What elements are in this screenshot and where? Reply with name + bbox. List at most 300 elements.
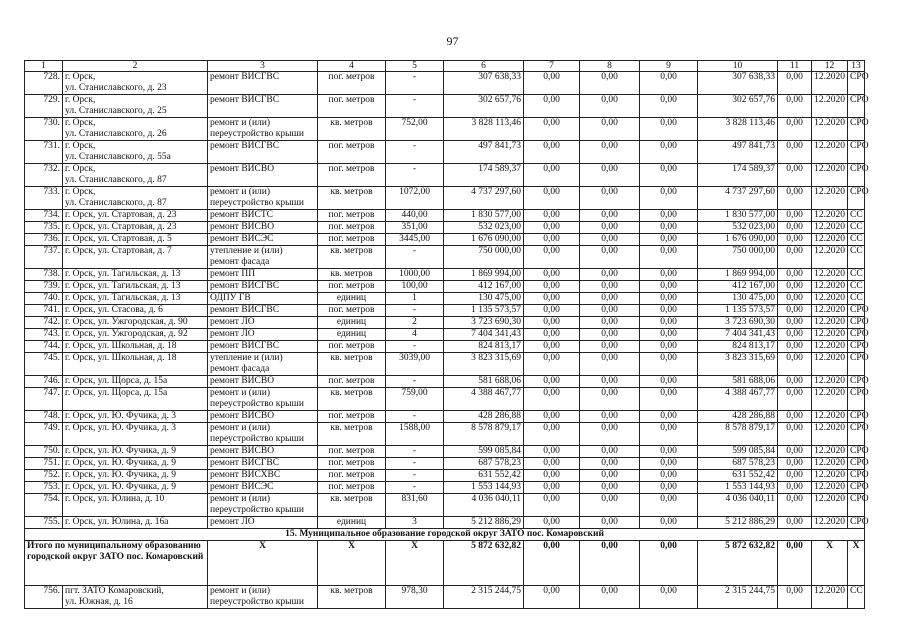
cost-total-cell: 2 315 244,75 [444,586,524,609]
quantity-cell: - [386,95,444,118]
quantity-cell: 1000,00 [386,269,444,281]
table-row [25,141,865,164]
method-cell: СРО [848,494,865,517]
table-row [25,293,865,305]
cost-owners-cell: 7 404 341,43 [698,329,778,341]
row-number: 737. [25,246,63,269]
row-number: 738. [25,269,63,281]
cost-budget-cell: 0,00 [580,210,640,222]
cost-budget-cell: 0,00 [580,458,640,470]
row-number: 744. [25,341,63,353]
address-cell: г. Орск, ул. Стартовая, д. 23 [63,210,208,222]
work-type-cell: ремонт ВИСЭС [208,234,318,246]
deadline-cell: 12.2020 [812,72,848,95]
cost-budget-cell: 0,00 [580,164,640,187]
method-cell: СРО [848,72,865,95]
work-type-cell: ремонт ВИСГВС [208,141,318,164]
cost-local-cell: 0,00 [640,269,698,281]
cost-local-cell: 0,00 [640,411,698,423]
cost-fund-cell: 0,00 [524,210,580,222]
method-cell: СРО [848,141,865,164]
address-cell: г. Орск, ул. Ю. Фучика, д. 9 [63,458,208,470]
cost-local-cell: 0,00 [640,470,698,482]
table-row [25,329,865,341]
cost-budget-cell: 0,00 [580,423,640,446]
cost-other-cell: 0,00 [778,586,812,609]
deadline-cell: 12.2020 [812,269,848,281]
work-type-cell: ремонт ВИСГВС [208,305,318,317]
work-type-cell: ремонт ВИСГВС [208,341,318,353]
cost-owners-cell: 1 830 577,00 [698,210,778,222]
cost-other-cell: 0,00 [778,376,812,388]
table-row [25,187,865,210]
cost-local-cell: 0,00 [640,222,698,234]
cost-total-cell: 824 813,17 [444,341,524,353]
column-header-5: 5 [386,61,444,72]
work-type-cell: ремонт ВИСТС [208,210,318,222]
quantity-cell: 351,00 [386,222,444,234]
method-cell: СРО [848,95,865,118]
cost-budget-cell: 0,00 [580,281,640,293]
cost-budget-cell: 0,00 [580,470,640,482]
cost-budget-cell: 0,00 [580,222,640,234]
work-type-cell: ремонт ВИСГВС [208,95,318,118]
unit-cell: кв. метров [318,118,386,141]
table-row [25,423,865,446]
total-c8: 0,00 [580,541,640,586]
cost-fund-cell: 0,00 [524,141,580,164]
cost-total-cell: 1 135 573,57 [444,305,524,317]
work-type-cell: ремонт ЛО [208,317,318,329]
cost-total-cell: 3 723 690,30 [444,317,524,329]
row-number: 736. [25,234,63,246]
deadline-cell: 12.2020 [812,517,848,529]
unit-cell: пог. метров [318,446,386,458]
work-type-cell: ремонт и (или) переустройство крыши [208,388,318,411]
work-type-cell: ОДПУ ГВ [208,293,318,305]
method-cell: СРО [848,446,865,458]
cost-owners-cell: 3 828 113,46 [698,118,778,141]
unit-cell: пог. метров [318,411,386,423]
table-row [25,482,865,494]
cost-owners-cell: 302 657,76 [698,95,778,118]
cost-fund-cell: 0,00 [524,470,580,482]
cost-local-cell: 0,00 [640,281,698,293]
cost-total-cell: 428 286,88 [444,411,524,423]
cost-local-cell: 0,00 [640,423,698,446]
deadline-cell: 12.2020 [812,586,848,609]
quantity-cell: - [386,164,444,187]
cost-fund-cell: 0,00 [524,423,580,446]
table-row [25,411,865,423]
cost-total-cell: 1 676 090,00 [444,234,524,246]
cost-budget-cell: 0,00 [580,141,640,164]
cost-budget-cell: 0,00 [580,411,640,423]
column-header-3: 3 [208,61,318,72]
quantity-cell: - [386,341,444,353]
quantity-cell: 759,00 [386,388,444,411]
address-cell: г. Орск, ул. Станиславского, д. 25 [63,95,208,118]
unit-cell: единиц [318,517,386,529]
table-row [25,388,865,411]
method-cell: СРО [848,353,865,376]
total-c9: 0,00 [640,541,698,586]
address-cell: г. Орск, ул. Тагильская, д. 13 [63,281,208,293]
cost-other-cell: 0,00 [778,353,812,376]
deadline-cell: 12.2020 [812,388,848,411]
section-title: 15. Муниципальное образование городской округ ЗАТО пос. Комаровский [25,529,865,541]
row-number: 730. [25,118,63,141]
cost-owners-cell: 631 552,42 [698,470,778,482]
unit-cell: кв. метров [318,187,386,210]
cost-local-cell: 0,00 [640,72,698,95]
work-type-cell: ремонт ВИСГВС [208,281,318,293]
cost-owners-cell: 3 823 315,69 [698,353,778,376]
cost-fund-cell: 0,00 [524,187,580,210]
cost-total-cell: 750 000,00 [444,246,524,269]
cost-other-cell: 0,00 [778,317,812,329]
cost-budget-cell: 0,00 [580,246,640,269]
deadline-cell: 12.2020 [812,141,848,164]
cost-owners-cell: 4 388 467,77 [698,388,778,411]
cost-budget-cell: 0,00 [580,293,640,305]
cost-owners-cell: 1 135 573,57 [698,305,778,317]
work-type-cell: ремонт ЛО [208,517,318,529]
table-row [25,305,865,317]
column-header-2: 2 [63,61,208,72]
cost-owners-cell: 1 553 144,93 [698,482,778,494]
cost-other-cell: 0,00 [778,494,812,517]
method-cell: СРО [848,470,865,482]
method-cell: СС [848,246,865,269]
address-cell: г. Орск, ул. Стасова, д. 6 [63,305,208,317]
column-header-9: 9 [640,61,698,72]
unit-cell: пог. метров [318,222,386,234]
cost-other-cell: 0,00 [778,305,812,317]
cost-total-cell: 532 023,00 [444,222,524,234]
cost-owners-cell: 5 212 886,29 [698,517,778,529]
work-type-cell: ремонт ВИСГВС [208,72,318,95]
cost-other-cell: 0,00 [778,118,812,141]
table-row [25,458,865,470]
row-number: 742. [25,317,63,329]
table-row [25,72,865,95]
cost-total-cell: 3 823 315,69 [444,353,524,376]
address-cell: г. Орск, ул. Ужгородская, д. 92 [63,329,208,341]
row-number: 747. [25,388,63,411]
cost-fund-cell: 0,00 [524,411,580,423]
quantity-cell: 1588,00 [386,423,444,446]
unit-cell: пог. метров [318,470,386,482]
cost-total-cell: 130 475,00 [444,293,524,305]
row-number: 745. [25,353,63,376]
cost-budget-cell: 0,00 [580,269,640,281]
work-type-cell: утепление и (или) ремонт фасада [208,353,318,376]
cost-other-cell: 0,00 [778,210,812,222]
method-cell: СС [848,281,865,293]
cost-total-cell: 1 553 144,93 [444,482,524,494]
total-label: Итого по муниципальному образованию городской округ ЗАТО пос. Комаровский [25,541,208,586]
cost-total-cell: 4 737 297,60 [444,187,524,210]
deadline-cell: 12.2020 [812,341,848,353]
unit-cell: пог. метров [318,341,386,353]
table-row [25,164,865,187]
unit-cell: кв. метров [318,353,386,376]
quantity-cell: - [386,458,444,470]
cost-other-cell: 0,00 [778,388,812,411]
cost-local-cell: 0,00 [640,376,698,388]
work-type-cell: ремонт и (или) переустройство крыши [208,423,318,446]
cost-owners-cell: 1 676 090,00 [698,234,778,246]
cost-local-cell: 0,00 [640,388,698,411]
unit-cell: пог. метров [318,141,386,164]
cost-budget-cell: 0,00 [580,341,640,353]
cost-fund-cell: 0,00 [524,164,580,187]
cost-other-cell: 0,00 [778,269,812,281]
table-row [25,234,865,246]
cost-local-cell: 0,00 [640,305,698,317]
cost-fund-cell: 0,00 [524,376,580,388]
cost-owners-cell: 4 737 297,60 [698,187,778,210]
work-type-cell: ремонт и (или) переустройство крыши [208,187,318,210]
row-number: 741. [25,305,63,317]
cost-fund-cell: 0,00 [524,458,580,470]
quantity-cell: 831,60 [386,494,444,517]
row-number: 754. [25,494,63,517]
cost-local-cell: 0,00 [640,317,698,329]
method-cell: СС [848,234,865,246]
deadline-cell: 12.2020 [812,482,848,494]
unit-cell: кв. метров [318,246,386,269]
table-row [25,95,865,118]
table-row [25,446,865,458]
cost-total-cell: 631 552,42 [444,470,524,482]
cost-total-cell: 412 167,00 [444,281,524,293]
address-cell: г. Орск, ул. Тагильская, д. 13 [63,269,208,281]
row-number: 735. [25,222,63,234]
quantity-cell: 3039,00 [386,353,444,376]
table-row [25,317,865,329]
cost-local-cell: 0,00 [640,187,698,210]
cost-local-cell: 0,00 [640,246,698,269]
deadline-cell: 12.2020 [812,411,848,423]
method-cell: СРО [848,329,865,341]
unit-cell: кв. метров [318,423,386,446]
cost-fund-cell: 0,00 [524,222,580,234]
column-header-12: 12 [812,61,848,72]
total-c13: Х [848,541,865,586]
work-type-cell: ремонт ВИСВО [208,222,318,234]
cost-fund-cell: 0,00 [524,95,580,118]
cost-total-cell: 4 036 040,11 [444,494,524,517]
work-type-cell: ремонт ВИСВО [208,164,318,187]
cost-fund-cell: 0,00 [524,586,580,609]
cost-total-cell: 1 869 994,00 [444,269,524,281]
quantity-cell: 1072,00 [386,187,444,210]
address-cell: г. Орск, ул. Юлина, д. 10 [63,494,208,517]
cost-other-cell: 0,00 [778,293,812,305]
cost-fund-cell: 0,00 [524,293,580,305]
deadline-cell: 12.2020 [812,423,848,446]
row-number: 728. [25,72,63,95]
cost-budget-cell: 0,00 [580,305,640,317]
quantity-cell: 4 [386,329,444,341]
deadline-cell: 12.2020 [812,234,848,246]
cost-owners-cell: 599 085,84 [698,446,778,458]
table-row [25,494,865,517]
cost-fund-cell: 0,00 [524,329,580,341]
address-cell: г. Орск, ул. Щорса, д. 15а [63,388,208,411]
unit-cell: пог. метров [318,305,386,317]
quantity-cell: - [386,446,444,458]
cost-owners-cell: 4 036 040,11 [698,494,778,517]
row-number: 750. [25,446,63,458]
cost-owners-cell: 8 578 879,17 [698,423,778,446]
cost-local-cell: 0,00 [640,586,698,609]
cost-total-cell: 3 828 113,46 [444,118,524,141]
cost-other-cell: 0,00 [778,72,812,95]
cost-owners-cell: 3 723 690,30 [698,317,778,329]
row-number: 755. [25,517,63,529]
row-number: 740. [25,293,63,305]
row-number: 751. [25,458,63,470]
address-cell: г. Орск, ул. Ю. Фучика, д. 9 [63,446,208,458]
cost-fund-cell: 0,00 [524,118,580,141]
column-header-4: 4 [318,61,386,72]
address-cell: г. Орск, ул. Стартовая, д. 23 [63,222,208,234]
column-header-13: 13 [848,61,865,72]
deadline-cell: 12.2020 [812,187,848,210]
quantity-cell: 440,00 [386,210,444,222]
cost-other-cell: 0,00 [778,234,812,246]
method-cell: СРО [848,164,865,187]
work-type-cell: ремонт и (или) переустройство крыши [208,118,318,141]
cost-owners-cell: 687 578,23 [698,458,778,470]
cost-budget-cell: 0,00 [580,517,640,529]
work-type-cell: ремонт ВИСХВС [208,470,318,482]
quantity-cell: 3445,00 [386,234,444,246]
cost-other-cell: 0,00 [778,482,812,494]
unit-cell: кв. метров [318,494,386,517]
cost-total-cell: 599 085,84 [444,446,524,458]
unit-cell: кв. метров [318,586,386,609]
cost-local-cell: 0,00 [640,329,698,341]
table-row [25,246,865,269]
table-row [25,341,865,353]
cost-fund-cell: 0,00 [524,446,580,458]
address-cell: г. Орск, ул. Ю. Фучика, д. 3 [63,411,208,423]
cost-fund-cell: 0,00 [524,317,580,329]
cost-budget-cell: 0,00 [580,446,640,458]
cost-total-cell: 8 578 879,17 [444,423,524,446]
cost-owners-cell: 130 475,00 [698,293,778,305]
method-cell: СРО [848,411,865,423]
column-header-10: 10 [698,61,778,72]
method-cell: СС [848,222,865,234]
cost-owners-cell: 824 813,17 [698,341,778,353]
table-row [25,281,865,293]
method-cell: СРО [848,458,865,470]
cost-fund-cell: 0,00 [524,269,580,281]
total-c12: Х [812,541,848,586]
address-cell: г. Орск, ул. Школьная, д. 18 [63,341,208,353]
row-number: 743. [25,329,63,341]
cost-budget-cell: 0,00 [580,376,640,388]
unit-cell: единиц [318,293,386,305]
cost-budget-cell: 0,00 [580,95,640,118]
table-row [25,586,865,609]
unit-cell: пог. метров [318,376,386,388]
unit-cell: пог. метров [318,164,386,187]
address-cell: г. Орск, ул. Станиславского, д. 23 [63,72,208,95]
quantity-cell: - [386,246,444,269]
row-number: 746. [25,376,63,388]
cost-local-cell: 0,00 [640,341,698,353]
method-cell: СРО [848,317,865,329]
unit-cell: пог. метров [318,234,386,246]
quantity-cell: - [386,141,444,164]
cost-other-cell: 0,00 [778,95,812,118]
cost-budget-cell: 0,00 [580,482,640,494]
cost-owners-cell: 532 023,00 [698,222,778,234]
cost-fund-cell: 0,00 [524,234,580,246]
method-cell: СС [848,210,865,222]
cost-other-cell: 0,00 [778,164,812,187]
method-cell: СРО [848,423,865,446]
work-type-cell: ремонт ВИСГВС [208,458,318,470]
method-cell: СРО [848,376,865,388]
unit-cell: пог. метров [318,281,386,293]
cost-fund-cell: 0,00 [524,482,580,494]
deadline-cell: 12.2020 [812,458,848,470]
column-header-7: 7 [524,61,580,72]
method-cell: СРО [848,517,865,529]
quantity-cell: - [386,470,444,482]
method-cell: СРО [848,118,865,141]
address-cell: г. Орск, ул. Стартовая, д. 7 [63,246,208,269]
quantity-cell: 978,30 [386,586,444,609]
total-row [25,541,865,586]
cost-other-cell: 0,00 [778,222,812,234]
unit-cell: пог. метров [318,95,386,118]
cost-other-cell: 0,00 [778,458,812,470]
cost-budget-cell: 0,00 [580,234,640,246]
cost-local-cell: 0,00 [640,353,698,376]
cost-local-cell: 0,00 [640,95,698,118]
total-c6: 5 872 632,82 [444,541,524,586]
total-c7: 0,00 [524,541,580,586]
method-cell: СРО [848,341,865,353]
cost-total-cell: 174 589,37 [444,164,524,187]
cost-owners-cell: 497 841,73 [698,141,778,164]
cost-local-cell: 0,00 [640,458,698,470]
cost-fund-cell: 0,00 [524,281,580,293]
deadline-cell: 12.2020 [812,222,848,234]
deadline-cell: 12.2020 [812,353,848,376]
deadline-cell: 12.2020 [812,95,848,118]
cost-local-cell: 0,00 [640,118,698,141]
cost-total-cell: 581 688,06 [444,376,524,388]
work-type-cell: ремонт ВИСВО [208,376,318,388]
row-number: 756. [25,586,63,609]
address-cell: г. Орск, ул. Ю. Фучика, д. 9 [63,470,208,482]
address-cell: г. Орск, ул. Стартовая, д. 5 [63,234,208,246]
deadline-cell: 12.2020 [812,376,848,388]
work-type-cell: ремонт ВИСЭС [208,482,318,494]
address-cell: г. Орск, ул. Щорса, д. 15а [63,376,208,388]
cost-fund-cell: 0,00 [524,246,580,269]
row-number: 734. [25,210,63,222]
